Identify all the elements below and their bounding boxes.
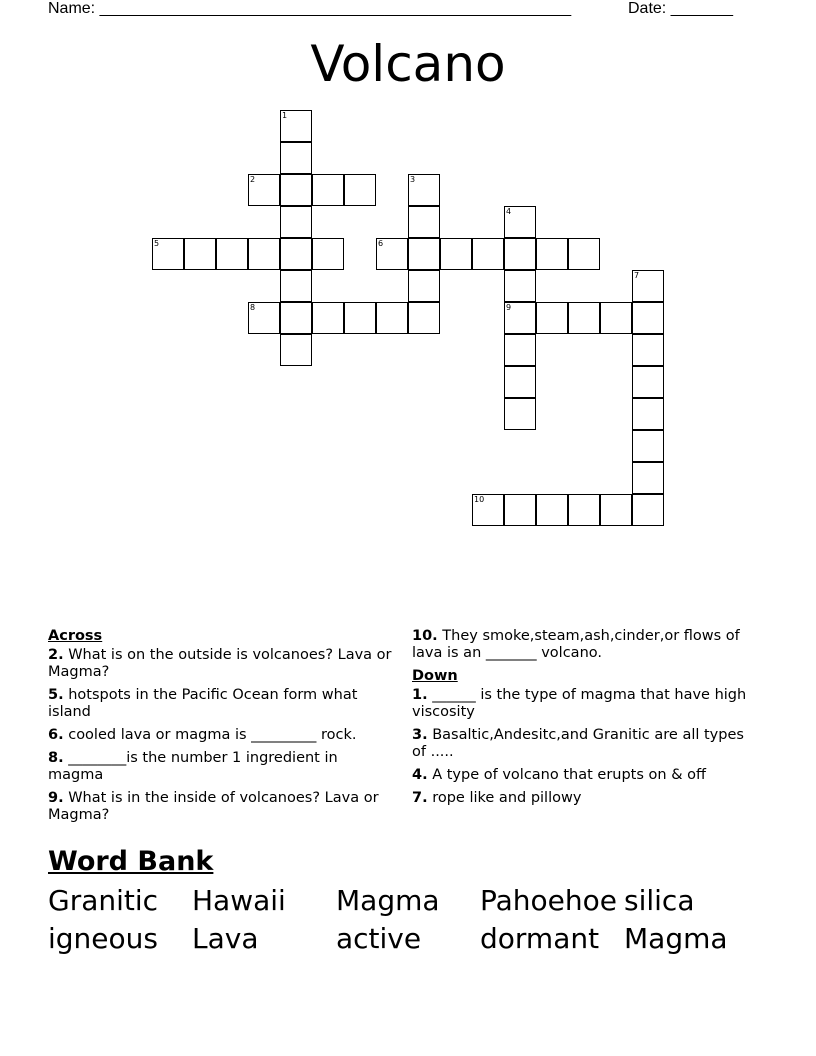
grid-cell[interactable] [376,302,408,334]
cell-number: 10 [474,495,485,504]
grid-cell[interactable] [280,270,312,302]
grid-cell[interactable] [504,398,536,430]
down-heading: Down [412,668,458,684]
clue-text: ______ is the type of magma that have high viscosity [412,687,747,720]
clue-text: What is on the outside is volcanoes? Lava or Magma? [48,647,392,680]
grid-cell[interactable] [600,302,632,334]
clue-text: Basaltic,Andesitc,and Granitic are all types of ..... [412,727,744,760]
across-clue-5 [48,687,393,721]
cell-number: 5 [154,239,160,248]
grid-cell[interactable] [568,302,600,334]
cell-number: 7 [634,271,640,280]
grid-cell[interactable] [536,238,568,270]
grid-cell[interactable] [536,302,568,334]
cell-number: 4 [506,207,512,216]
grid-cell[interactable] [568,494,600,526]
grid-cell[interactable] [632,494,664,526]
across-clue-10 [412,628,762,662]
word-bank-heading: Word Bank [48,846,214,877]
name-field[interactable]: Name: _____________________________________________________ [48,0,572,17]
grid-cell[interactable] [536,494,568,526]
clue-text: They smoke,steam,ash,cinder,or flows of lava is an _______ volcano. [412,628,740,661]
clues-left-column [48,628,393,830]
clue-text: cooled lava or magma is _________ rock. [68,727,357,743]
grid-cell[interactable] [632,366,664,398]
grid-cell[interactable] [504,366,536,398]
grid-cell[interactable] [408,206,440,238]
down-clue-7 [412,790,762,807]
word-bank-word: Magma [624,922,728,955]
word-bank-word: dormant [480,922,600,955]
grid-cell[interactable] [312,238,344,270]
across-clue-2 [48,647,393,681]
down-clue-1 [412,687,762,721]
cell-number: 6 [378,239,384,248]
grid-cell[interactable] [408,270,440,302]
grid-cell[interactable] [408,302,440,334]
clue-text: What is in the inside of volcanoes? Lava or Magma? [48,790,379,823]
grid-cell[interactable] [216,238,248,270]
clue-text: hotspots in the Pacific Ocean form what island [48,687,358,720]
clue-number: 1. [412,687,428,703]
word-bank-word: Hawaii [192,884,286,917]
grid-cell[interactable] [632,398,664,430]
grid-cell[interactable] [344,302,376,334]
cell-number: 8 [250,303,256,312]
grid-cell[interactable] [632,302,664,334]
clue-number: 8. [48,750,64,766]
word-bank-word: silica [624,884,695,917]
grid-cell[interactable] [440,238,472,270]
clue-text: rope like and pillowy [432,790,582,806]
clue-text: A type of volcano that erupts on & off [432,767,706,783]
word-bank-word: active [336,922,422,955]
grid-cell[interactable] [504,270,536,302]
word-bank-word: igneous [48,922,158,955]
grid-cell[interactable] [504,494,536,526]
grid-cell[interactable] [280,206,312,238]
grid-cell[interactable] [280,302,312,334]
grid-cell[interactable] [280,174,312,206]
clue-number: 6. [48,727,64,743]
page-title: Volcano [310,35,506,93]
across-clue-8 [48,750,393,784]
grid-cell[interactable] [504,334,536,366]
grid-cell[interactable] [568,238,600,270]
grid-cell[interactable] [248,238,280,270]
grid-cell[interactable] [280,142,312,174]
clues-right-column [412,628,762,813]
clue-number: 2. [48,647,64,663]
grid-cell[interactable] [280,334,312,366]
cell-number: 1 [282,111,288,120]
across-clue-6 [48,727,393,744]
grid-cell[interactable] [408,238,440,270]
clue-number: 5. [48,687,64,703]
across-clue-9 [48,790,393,824]
cell-number: 9 [506,303,512,312]
clue-text: ________is the number 1 ingredient in magma [48,750,338,783]
grid-cell[interactable] [280,238,312,270]
down-clue-4 [412,767,762,784]
clue-number: 7. [412,790,428,806]
grid-cell[interactable] [632,334,664,366]
clue-number: 3. [412,727,428,743]
word-bank-word: Magma [336,884,440,917]
word-bank-word: Lava [192,922,259,955]
grid-cell[interactable] [344,174,376,206]
cell-number: 3 [410,175,416,184]
grid-cell[interactable] [312,174,344,206]
cell-number: 2 [250,175,256,184]
across-heading: Across [48,628,103,644]
grid-cell[interactable] [600,494,632,526]
grid-cell[interactable] [632,430,664,462]
date-field[interactable]: Date: _______ [628,0,733,17]
grid-cell[interactable] [472,238,504,270]
clue-number: 9. [48,790,64,806]
grid-cell[interactable] [312,302,344,334]
word-bank-word: Pahoehoe [480,884,617,917]
clue-number: 10. [412,628,438,644]
grid-cell[interactable] [632,462,664,494]
grid-cell[interactable] [184,238,216,270]
clue-number: 4. [412,767,428,783]
grid-cell[interactable] [504,238,536,270]
down-clue-3 [412,727,762,761]
word-bank-word: Granitic [48,884,159,917]
